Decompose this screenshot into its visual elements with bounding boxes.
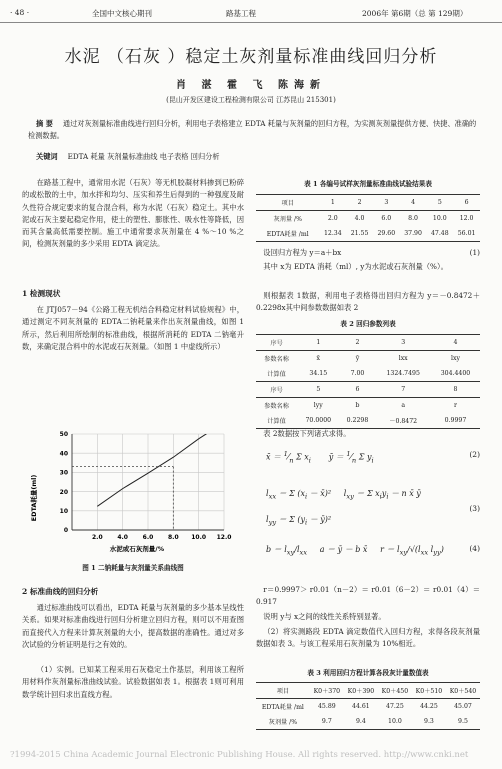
x-axis-label: 水泥或石灰剂量/% <box>109 545 165 553</box>
table-row <box>256 195 480 211</box>
formula-intro: 表 2数据按下列诸式求得。 <box>263 429 351 438</box>
table-cell: 1 <box>330 199 335 206</box>
table-row <box>256 382 480 398</box>
table-cell: 灰剂量 /% <box>268 719 298 726</box>
field-application: （2）将实测路段 EDTA 滴定数值代入回归方程，求得各段灰剂量数据如表 3。与该工程采用石灰剂量为 10%相近。 <box>256 627 480 649</box>
affiliation: (昆山开发区建设工程检测有限公司 江苏昆山 215301) <box>166 96 336 104</box>
table-cell: r <box>454 402 457 409</box>
table-cell: a <box>401 402 406 409</box>
copyright-footer: ?1994-2015 China Academic Journal Electronic Publishing House. All rights reserved. http://www.cnki.net <box>10 750 469 760</box>
equation-1 <box>256 247 480 259</box>
x-tick-label: 4.0 <box>117 534 128 541</box>
table-cell: 灰剂量 /% <box>273 216 302 223</box>
table-cell: 参数名称 <box>264 356 289 363</box>
table-row <box>256 335 480 351</box>
series-line <box>97 426 224 506</box>
variable-definition: 其中 x为 EDTA 消耗（ml）, y为水泥或石灰剂量（%）。 <box>263 262 448 271</box>
table-cell: 1324.7495 <box>386 370 420 377</box>
equation-number: (4) <box>469 544 480 553</box>
table-cell: K0＋540 <box>449 688 477 695</box>
y-tick-label: 10 <box>59 508 68 515</box>
table-cell: 9.3 <box>424 718 434 725</box>
table-cell: 21.55 <box>350 230 369 237</box>
table-cell: 5 <box>316 386 321 393</box>
table-2-caption: 表 2 回归参数列表 <box>340 320 396 328</box>
table-cell: x̄ <box>316 355 321 362</box>
keywords-label: 关键词 <box>36 152 58 161</box>
equation-number: (2) <box>469 450 480 459</box>
table-cell: 5 <box>437 199 442 206</box>
table-row <box>256 699 480 715</box>
table-cell: 0.9997 <box>444 417 467 424</box>
table-cell: 44.61 <box>352 703 370 710</box>
table-row <box>256 714 480 730</box>
section-2-heading: 2 标准曲线的回归分析 <box>22 587 99 596</box>
table-row <box>256 211 480 227</box>
table-cell: 12.0 <box>459 215 474 222</box>
equation-number: (3) <box>469 504 480 513</box>
table-cell: 56.01 <box>457 230 476 237</box>
y-tick-label: 50 <box>59 431 68 439</box>
table-cell: K0＋510 <box>415 688 443 695</box>
table-cell: 2 <box>355 339 360 346</box>
correlation-check: r＝0.9997＞ r0.01（n－2）＝ r0.01（6－2）＝ r0.01（4）＝0.917 <box>256 585 480 607</box>
issue-info: 2006年 第6期（总 第 129期） <box>362 9 468 18</box>
table-cell: 9.7 <box>321 718 332 725</box>
table-cell: 2.0 <box>327 215 338 222</box>
x-tick-label: 2.0 <box>92 534 103 541</box>
table-cell: 9.4 <box>355 718 366 725</box>
table-cell: 45.07 <box>454 703 472 710</box>
table-1-caption: 表 1 各编号试样灰剂量标准曲线试验结果表 <box>304 180 432 188</box>
table-cell: lxx <box>398 355 408 362</box>
authors: 肖 湛 霍 飞 陈海新 <box>176 80 326 91</box>
table-cell: 10.0 <box>388 718 402 725</box>
table-3 <box>256 682 480 730</box>
page-header <box>0 0 502 23</box>
table-cell: EDTA耗量 /ml <box>266 231 309 238</box>
y-tick-label: 40 <box>59 450 68 458</box>
equation-1-text: 设回归方程为 y＝a＋bx <box>263 248 342 257</box>
y-tick-label: 30 <box>59 469 68 477</box>
y-tick-label: 0 <box>63 527 68 535</box>
table-cell: 37.90 <box>404 230 422 237</box>
table-row <box>256 351 480 367</box>
table-row <box>256 413 480 429</box>
table-cell: 序号 <box>270 340 283 347</box>
abstract <box>28 118 478 141</box>
table-row <box>256 366 480 382</box>
intro-paragraph: 在路基工程中，通常用水泥（石灰）等无机胶凝材料掺到已粉碎的或松散的土中，加水拌和均匀、压实和养生后得到的一种强度及耐久性符合规定要求的复合混合料，称为水泥（石灰）稳定土。其中水泥或石灰主要起稳定作用，使土的塑性、膨胀性、吸水性等降低，因而其含量高低需要控制。施工中通常要求灰剂量在 4 %～10 %之间，检测灰剂量的多少采用 EDTA 滴定法。 <box>22 178 244 249</box>
x-tick-label: 8.0 <box>168 534 179 541</box>
table-cell: 12.34 <box>323 230 342 237</box>
keywords-text: EDTA 耗量 灰剂量标准曲线 电子表格 回归分析 <box>67 152 220 161</box>
column-name: 路基工程 <box>226 9 256 18</box>
table-cell: 44.25 <box>420 703 438 710</box>
table-cell: 34.15 <box>309 370 328 377</box>
y-tick-label: 20 <box>59 488 68 496</box>
table-3-caption: 表 3 利用回归方程计算各段灰计量数值表 <box>307 669 429 677</box>
table-cell: 8.0 <box>408 215 418 222</box>
table-cell: K0＋370 <box>313 688 341 695</box>
table-cell: 7 <box>401 386 406 393</box>
table-row <box>256 683 480 699</box>
table-cell: b <box>355 402 360 409</box>
y-axis-label: EDTA耗量(ml) <box>30 474 38 522</box>
table-cell: 计算值 <box>267 418 286 425</box>
x-tick-label: 12.0 <box>216 534 232 541</box>
keywords <box>36 152 220 162</box>
table-cell: 1 <box>316 339 321 346</box>
significance-note: 说明 y与 x之间的线性关系特别显著。 <box>263 612 386 621</box>
abstract-label: 摘 要 <box>36 119 53 128</box>
table-cell: 项目 <box>281 200 294 207</box>
page-number: · 48 · <box>10 8 30 17</box>
table-cell: 序号 <box>270 387 283 394</box>
table-row <box>256 226 480 242</box>
table-cell: lyy <box>313 402 323 409</box>
regression-paragraph: 则根据表 1数据，利用电子表格得出回归方程为 y＝－0.8472＋0.2298x其中间参数数据如表 2 <box>256 291 480 313</box>
table-cell: K0＋450 <box>381 688 409 695</box>
journal-name: 全国中文核心期刊 <box>92 9 152 18</box>
abstract-text: 通过对灰剂量标准曲线进行回归分析，利用电子表格建立 EDTA 耗量与灰剂量的回归方程，为实测灰剂量提供方便、快捷、准确的检测数据。 <box>28 119 477 140</box>
table-cell: 项目 <box>276 688 290 695</box>
table-cell: 3 <box>401 339 406 346</box>
figure-1-caption: 图 1 二钠耗量与灰剂量关系曲线图 <box>82 564 184 572</box>
table-cell: ȳ <box>355 355 360 362</box>
table-cell: 6.0 <box>381 215 392 222</box>
equation-number: (1) <box>469 248 480 257</box>
table-cell: 计算值 <box>267 371 286 378</box>
table-cell: 参数名称 <box>264 403 289 410</box>
table-cell: 45.89 <box>317 703 336 710</box>
example-paragraph: （1）实例。已知某工程采用石灰稳定土作基层，利用该工程所用材料作灰剂量标准曲线试验。试验数据如表 1。根据表 1则可利用数学统计回归求出直线方程。 <box>22 665 244 699</box>
section-1-heading: 1 检测现状 <box>22 289 61 298</box>
table-cell: 29.60 <box>377 230 396 237</box>
table-cell: 4 <box>411 199 416 206</box>
section-1-paragraph: 在 JTJ057－94《公路工程无机结合料稳定材料试验规程》中，通过测定不同灰剂量的 EDTA二钠耗量来作出灰剂量曲线，如图 1 所示，然后利用所绘制的标准曲线，根据所消耗的 EDTA 二钠毫升数，来确定混合料中的水泥或石灰剂量。（如图 1 中虚线所示） <box>22 305 244 351</box>
table-cell: 70.0000 <box>305 417 332 424</box>
table-cell: 6 <box>355 386 360 393</box>
x-tick-label: 10.0 <box>191 534 207 541</box>
table-cell: 7.00 <box>350 370 365 377</box>
chart <box>24 426 238 560</box>
table-cell: K0＋390 <box>347 688 375 695</box>
table-cell: 6 <box>464 199 469 206</box>
chart-plot <box>60 426 232 541</box>
table-1 <box>256 194 480 242</box>
formula-block: x̄ ＝ $^1⁄_n$ Σ $x_i$ ȳ ＝ $^1⁄_n$ Σ $y_i$ $l_{xx} = \Sigma$ ($x_i$ － x̄)² $l_{xy} = \Sigma$ $x_iy_i - n$ x̄ ȳ $l_{yy} = \Sigma$ ($y_i$ － ȳ)² $b = l_{xy}/l_{xx}$ a ＝ ȳ － b x̄ $r = l_{xy}/√(l_{xx}$ $l_{yy}$) (2) (3) (4) <box>266 450 480 557</box>
x-tick-label: 6.0 <box>142 534 154 541</box>
table-cell: 304.4400 <box>440 370 471 377</box>
table-row <box>256 398 480 414</box>
table-cell: 2 <box>357 199 362 206</box>
table-cell: 4.0 <box>354 215 365 222</box>
table-cell: 3 <box>384 199 389 206</box>
table-cell: 9.5 <box>458 718 468 725</box>
table-cell: 0.2298 <box>346 417 369 424</box>
table-cell: EDTA耗量 /ml <box>261 704 304 711</box>
table-cell: 47.48 <box>430 230 449 237</box>
table-2 <box>256 334 480 429</box>
table-cell: lxy <box>451 355 460 362</box>
table-cell: 10.0 <box>432 215 447 222</box>
paper-title: 水泥 （石灰 ）稳定土灰剂量标准曲线回归分析 <box>64 47 438 67</box>
table-cell: 47.25 <box>386 703 404 710</box>
table-cell: 8 <box>453 386 458 393</box>
section-2-paragraph: 通过标准曲线可以看出，EDTA 耗量与灰剂量的多少基本呈线性关系。如果对标准曲线进行回归分析建立回归方程，则可以不用查图而直接代入方程来计算灰剂量的大小，提高数据的准确性。通过对多次试验的分析证明是行之有效的。 <box>22 603 244 649</box>
table-cell: 4 <box>453 339 458 346</box>
table-cell: －0.8472 <box>389 418 418 425</box>
